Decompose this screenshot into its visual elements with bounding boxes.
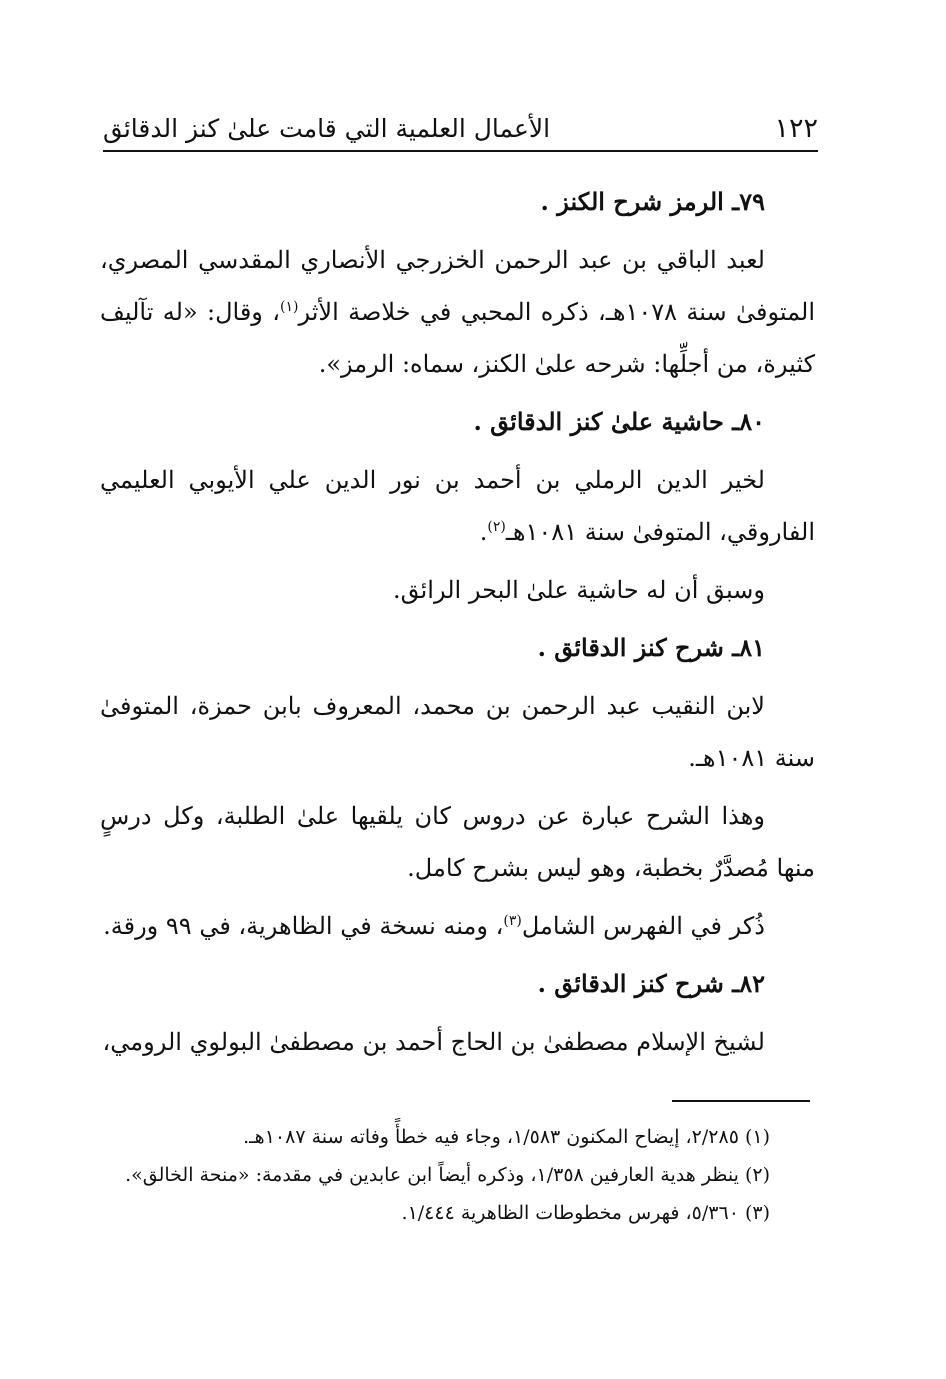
entry-81-paragraph-2: وهذا الشرح عبارة عن دروس كان يلقيها علىٰ الطلبة، وكل درسٍ منها مُصدَّرٌ بخطبة، وهو ليس بشرح كامل. bbox=[100, 802, 815, 882]
main-text bbox=[100, 176, 815, 1074]
footnote-3: (٣) ٥/٣٦٠، فهرس مخطوطات الظاهرية ١/٤٤٤. bbox=[401, 1202, 770, 1224]
entry-79-paragraph bbox=[100, 234, 815, 390]
running-title: الأعمال العلمية التي قامت علىٰ كنز الدقائق bbox=[103, 114, 551, 143]
footnote-ref-2: (٢) bbox=[487, 519, 506, 535]
entry-81-text-3: ذُكر في الفهرس الشامل bbox=[521, 912, 765, 940]
entry-80-paragraph bbox=[100, 454, 815, 558]
entry-81-heading: ٨١ـ شرح كنز الدقائق . bbox=[537, 633, 765, 662]
footnote-1: (١) ٢/٢٨٥، إيضاح المكنون ١/٥٨٣، وجاء فيه خطأً وفاته سنة ١٠٨٧هـ. bbox=[243, 1126, 770, 1148]
entry-81-paragraph: لابن النقيب عبد الرحمن بن محمد، المعروف بابن حمزة، المتوفىٰ سنة ١٠٨١هـ. bbox=[100, 692, 815, 772]
page-header bbox=[103, 112, 818, 152]
entry-80-paragraph-2: وسبق أن له حاشية علىٰ البحر الرائق. bbox=[392, 576, 765, 604]
entry-81-paragraph-3 bbox=[100, 900, 815, 952]
footnote-2: (٢) ينظر هدية العارفين ١/٣٥٨، وذكره أيضاً ابن عابدين في مقدمة: «منحة الخالق». bbox=[125, 1164, 770, 1186]
entry-79-text-end: ، وقال: «له تآليف كثيرة، من أجلِّها: شرحه علىٰ الكنز، سماه: الرمز». bbox=[100, 298, 815, 378]
entry-79-heading: ٧٩ـ الرمز شرح الكنز . bbox=[540, 187, 765, 216]
footnote-rule bbox=[672, 1100, 810, 1102]
entry-82-paragraph: لشيخ الإسلام مصطفىٰ بن الحاج أحمد بن مصطفىٰ البولوي الرومي، bbox=[102, 1028, 765, 1056]
entry-80-text: لخير الدين الرملي بن أحمد بن نور الدين علي الأيوبي العليمي الفاروقي، المتوفىٰ سنة ١٠٨١هـ bbox=[100, 466, 815, 546]
header-rule bbox=[103, 150, 818, 152]
footnote-ref-3: (٣) bbox=[503, 913, 522, 929]
footnotes bbox=[120, 1118, 770, 1232]
page-number: ١٢٢ bbox=[774, 113, 818, 144]
footnote-ref-1: (١) bbox=[280, 299, 299, 315]
entry-82-heading: ٨٢ـ شرح كنز الدقائق . bbox=[537, 969, 765, 998]
entry-80-text-end: . bbox=[479, 518, 488, 546]
entry-79-text: لعبد الباقي بن عبد الرحمن الخزرجي الأنصاري المقدسي المصري، المتوفىٰ سنة ١٠٧٨هـ، ذكره المحبي في خلاصة الأثر bbox=[100, 246, 815, 326]
entry-80-heading: ٨٠ـ حاشية علىٰ كنز الدقائق . bbox=[473, 407, 765, 436]
entry-81-text-3-end: ، ومنه نسخة في الظاهرية، في ٩٩ ورقة. bbox=[103, 912, 504, 940]
